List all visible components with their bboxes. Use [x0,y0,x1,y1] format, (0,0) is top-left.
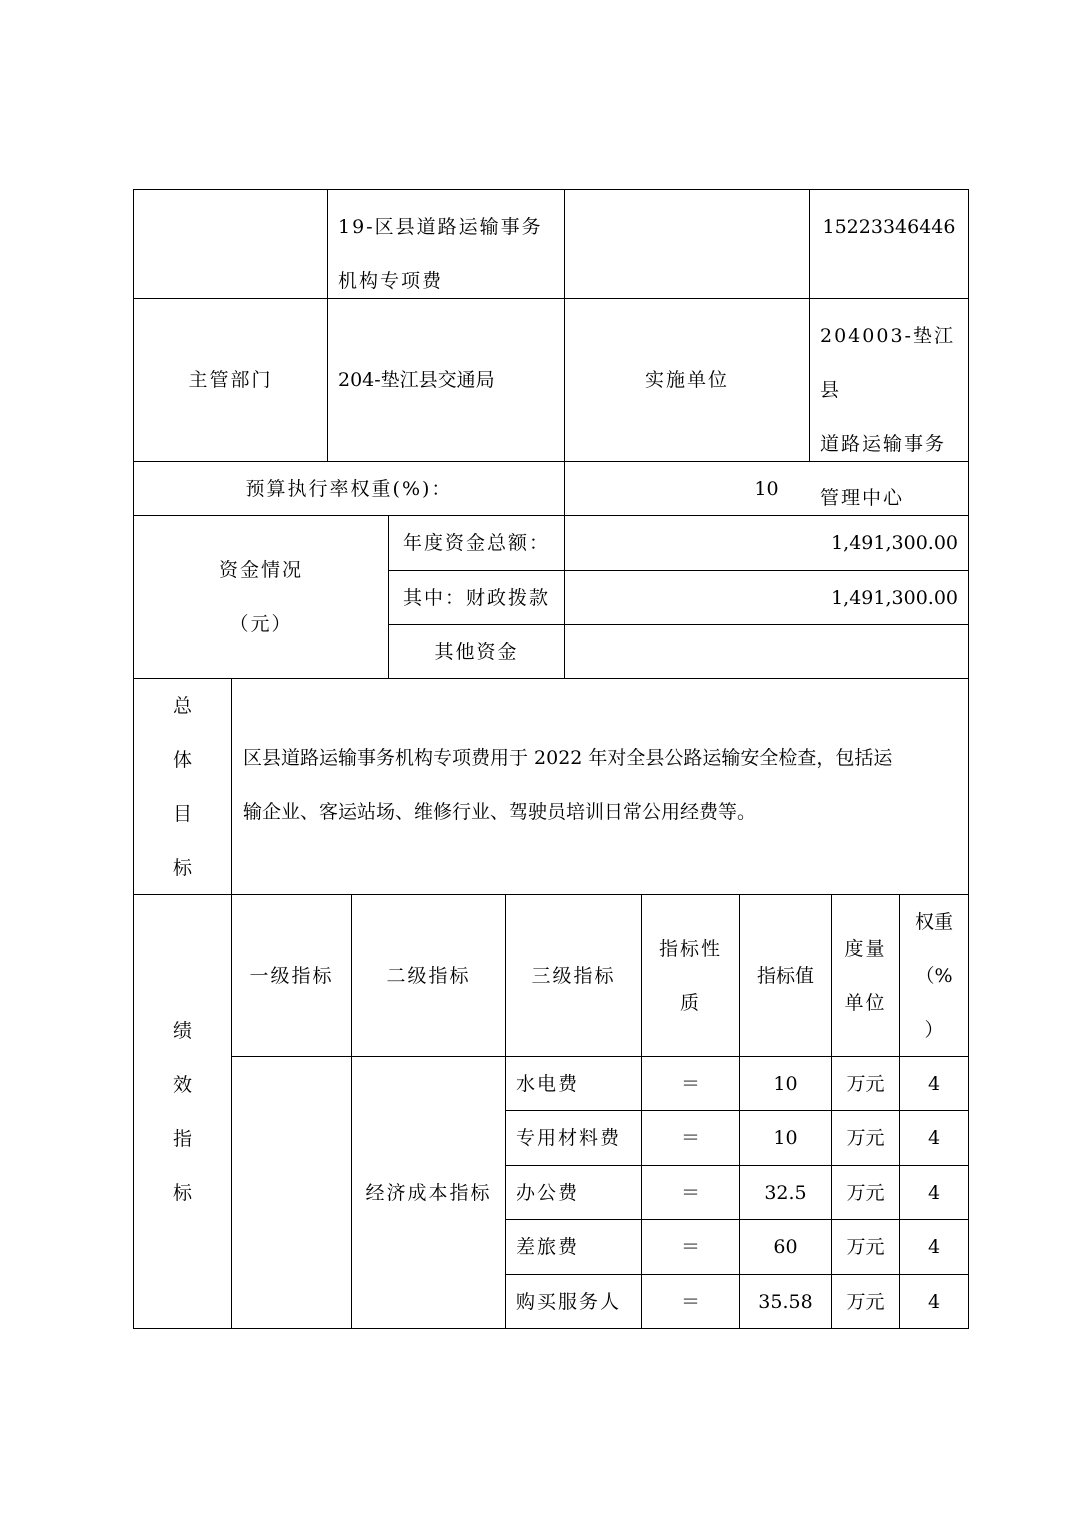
indicator-value: 35.58 [740,1275,832,1329]
budget-rate-label-cell [134,462,565,516]
implementer-label-cell [565,299,810,462]
fiscal-value: 1,491,300.00 [831,586,958,609]
indicator-unit: 万元 [832,1057,900,1111]
phone-cell [810,190,969,299]
budget-rate-value: 10 [754,477,779,500]
indicator-op: ＝ [642,1275,740,1329]
header-nature-line2: 质 [679,991,701,1014]
indicator-op: ＝ [642,1057,740,1111]
header-nature-line1: 指标性 [658,937,722,960]
indicator-weight: 4 [900,1275,969,1329]
level2-value-cell [352,1057,506,1329]
indicator-value: 60 [740,1220,832,1275]
indicator-op: ＝ [642,1220,740,1275]
header-value-text: 指标值 [756,964,814,987]
header-weight [900,895,969,1057]
other-funds-value-cell [565,625,969,679]
indicator-unit: 万元 [832,1275,900,1329]
performance-label-char: 绩 [172,1019,192,1042]
indicator-name: 购买服务人 [506,1275,642,1329]
goal-label-char: 目 [172,802,192,825]
performance-label-cell [134,895,232,1329]
header-weight-line1: 权重 [914,910,953,933]
indicator-value: 10 [740,1111,832,1166]
indicator-unit: 万元 [832,1220,900,1275]
indicator-weight: 4 [900,1220,969,1275]
performance-label-char: 效 [172,1073,192,1096]
implementer-line1: 204003-垫江县 [820,325,955,401]
project-name-line2: 机构专项费 [338,270,444,292]
project-name-line1: 19-区县道路运输事务 [338,216,543,238]
header-unit-line1: 度量 [844,937,887,960]
goal-text-cell [232,679,969,895]
funds-label-cell [134,516,389,679]
indicator-unit: 万元 [832,1166,900,1220]
fiscal-value-cell [565,571,969,625]
indicator-name: 差旅费 [506,1220,642,1275]
other-funds-label-cell [389,625,565,679]
indicator-weight: 4 [900,1057,969,1111]
project-name-cell [328,190,565,299]
indicator-op: ＝ [642,1166,740,1220]
indicator-value: 32.5 [740,1166,832,1220]
goal-text-line1: 区县道路运输事务机构专项费用于 2022 年对全县公路运输安全检查，包括运 [243,747,893,769]
goal-label-char: 体 [172,748,192,771]
blank-label-cell-2 [565,190,810,299]
funds-label-line2: （元） [229,613,293,635]
header-level1 [232,895,352,1057]
supervisor-value-cell [328,299,565,462]
supervisor-label: 主管部门 [188,369,273,391]
performance-label-char: 指 [172,1127,192,1150]
annual-total-value-cell [565,516,969,571]
supervisor-value: 204-垫江县交通局 [338,369,495,391]
phone-number: 15223346446 [822,216,956,238]
header-nature [642,895,740,1057]
implementer-label: 实施单位 [644,369,729,391]
implementer-value-cell [810,299,969,509]
level2-value: 经济成本指标 [365,1181,492,1204]
header-level3-text: 三级指标 [531,964,616,987]
header-level1-text: 一级指标 [249,964,334,987]
funds-label-line1: 资金情况 [218,559,303,581]
goal-label-char: 标 [172,856,192,879]
annual-total-value: 1,491,300.00 [831,532,958,554]
goal-label-char: 总 [172,694,192,717]
header-unit [832,895,900,1057]
budget-rate-value-cell [565,462,969,516]
annual-total-label-cell [389,516,565,571]
header-weight-line2: （% [915,964,953,987]
supervisor-label-cell [134,299,328,462]
header-unit-line2: 单位 [844,991,887,1014]
header-level3 [506,895,642,1057]
fiscal-label-cell [389,571,565,625]
header-weight-line3: ） [924,1018,944,1041]
indicator-unit: 万元 [832,1111,900,1166]
annual-total-label: 年度资金总额： [402,532,550,554]
indicator-name: 水电费 [506,1057,642,1111]
performance-table [133,189,969,1329]
other-funds-label: 其他资金 [434,640,519,663]
header-level2-text: 二级指标 [386,964,471,987]
header-level2 [352,895,506,1057]
indicator-op: ＝ [642,1111,740,1166]
goal-text-line2: 输企业、客运站场、维修行业、驾驶员培训日常公用经费等。 [243,801,757,823]
budget-rate-label: 预算执行率权重(%)： [245,477,453,500]
level1-value-cell [232,1057,352,1329]
blank-label-cell [134,190,328,299]
indicator-weight: 4 [900,1166,969,1220]
goal-label-cell [134,679,232,895]
indicator-name: 专用材料费 [506,1111,642,1166]
performance-label-char: 标 [172,1181,192,1204]
implementer-line3: 管理中心 [820,487,905,509]
header-value [740,895,832,1057]
indicator-name: 办公费 [506,1166,642,1220]
implementer-line2: 道路运输事务 [820,433,947,455]
indicator-weight: 4 [900,1111,969,1166]
indicator-value: 10 [740,1057,832,1111]
fiscal-label: 其中：财政拨款 [402,586,550,609]
